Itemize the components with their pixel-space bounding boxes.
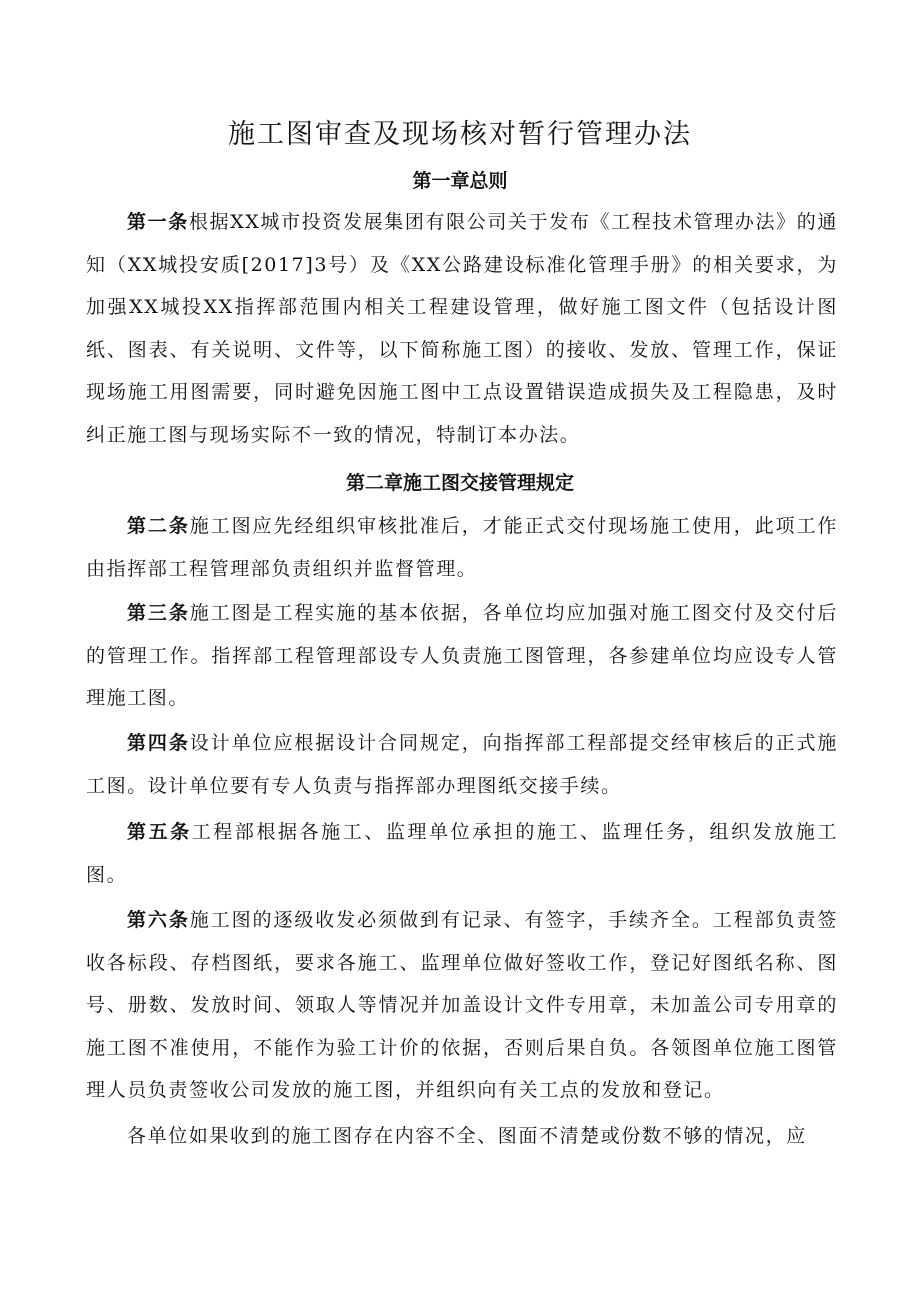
chapter-heading: 第一章总则 <box>412 170 508 192</box>
article-paragraph <box>86 592 838 720</box>
article-paragraph <box>86 722 838 807</box>
article-number: 第三条 <box>127 602 190 624</box>
article-number: 第五条 <box>127 821 192 843</box>
article-number: 第四条 <box>127 732 190 754</box>
article-paragraph <box>86 505 838 590</box>
chapter-heading: 第二章施工图交接管理规定 <box>345 472 574 494</box>
body-paragraph: 各单位如果收到的施工图存在内容不全、图面不清楚或份数不够的情况，应 <box>127 1125 807 1147</box>
article-text: 根据XX城市投资发展集团有限公司关于发布《工程技术管理办法》的通知（XX城投安质[2017]3号）及《XX公路建设标准化管理手册》的相关要求，为加强XX城投XX指挥部范围内相关工程建设管理，做好施工图文件（包括设计图纸、图表、有关说明、文件等，以下简称施工图）的接收、发放、管理工作，保证现场施工用图需要，同时避免因施工图中工点设置错误造成损失及工程隐患，及时纠正施工图与现场实际不一致的情况，特制订本办法。 <box>86 211 838 446</box>
article-number: 第一条 <box>127 211 189 233</box>
article-paragraph <box>86 899 838 1112</box>
article-text: 设计单位应根据设计合同规定，向指挥部工程部提交经审核后的正式施工图。设计单位要有专人负责与指挥部办理图纸交接手续。 <box>86 732 838 797</box>
article-number: 第二条 <box>127 515 190 537</box>
article-text: 施工图应先经组织审核批准后，才能正式交付现场施工使用，此项工作由指挥部工程管理部负责组织并监督管理。 <box>86 515 838 580</box>
document-title: 施工图审查及现场核对暂行管理办法 <box>228 119 692 150</box>
article-paragraph <box>86 811 838 896</box>
article-number: 第六条 <box>127 909 190 931</box>
article-text: 工程部根据各施工、监理单位承担的施工、监理任务，组织发放施工图。 <box>86 821 838 886</box>
article-text: 施工图是工程实施的基本依据，各单位均应加强对施工图交付及交付后的管理工作。指挥部工程管理部设专人负责施工图管理，各参建单位均应设专人管理施工图。 <box>86 602 838 709</box>
article-text: 施工图的逐级收发必须做到有记录、有签字，手续齐全。工程部负责签收各标段、存档图纸，要求各施工、监理单位做好签收工作，登记好图纸名称、图号、册数、发放时间、领取人等情况并加盖设计文件专用章，未加盖公司专用章的施工图不准使用，不能作为验工计价的依据，否则后果自负。各领图单位施工图管理人员负责签收公司发放的施工图，并组织向有关工点的发放和登记。 <box>86 909 838 1101</box>
article-paragraph <box>86 201 838 456</box>
